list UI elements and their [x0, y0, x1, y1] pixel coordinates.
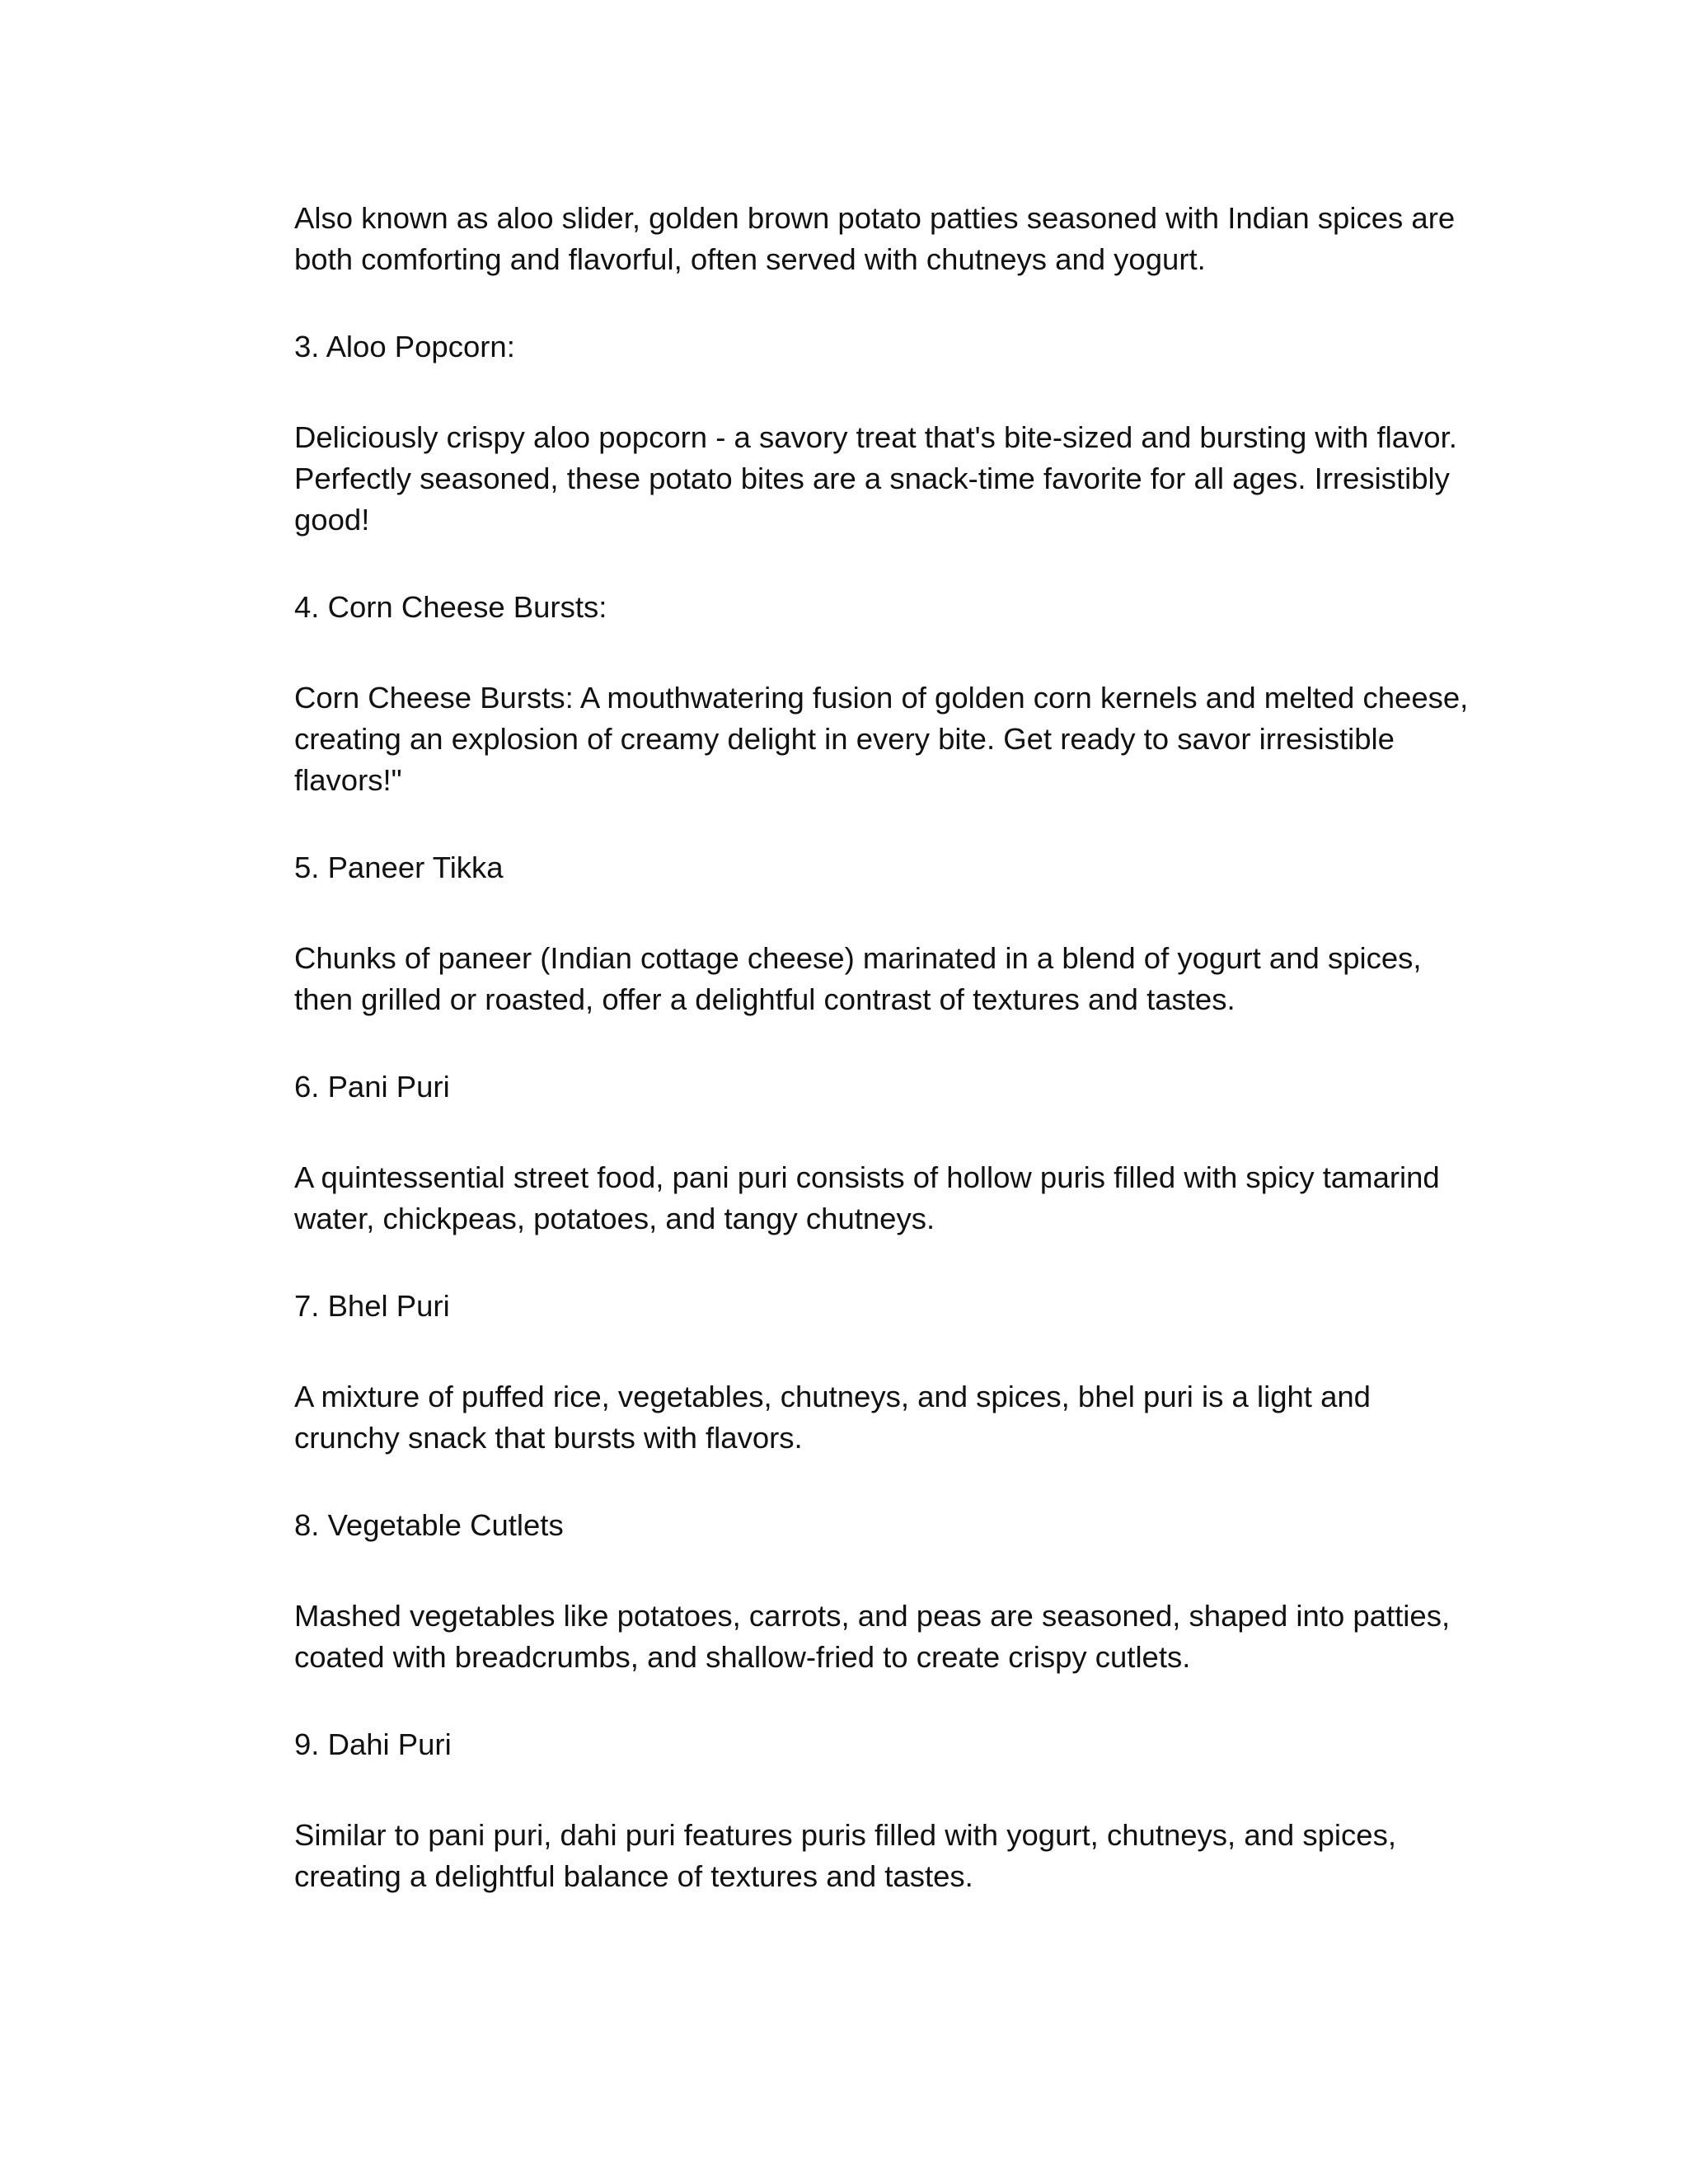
entry-title: 9. Dahi Puri — [294, 1727, 452, 1761]
entry-title: 4. Corn Cheese Bursts: — [294, 590, 607, 624]
entry-title: 8. Vegetable Cutlets — [294, 1508, 564, 1542]
entry-description: A quintessential street food, pani puri consists of hollow puris filled with spicy tamarind water, chickpeas, potatoes, and tangy chutneys. — [294, 1160, 1440, 1235]
entry-description: Deliciously crispy aloo popcorn - a savory treat that's bite-sized and bursting with flavor. Perfectly seasoned, these potato bites are a snack-time favorite for all ages. Irresistibly good! — [294, 420, 1457, 537]
entry-description: Corn Cheese Bursts: A mouthwatering fusion of golden corn kernels and melted cheese, creating an explosion of creamy delight in every bite. Get ready to savor irresistible flavors!" — [294, 681, 1469, 797]
entry-title: 5. Paneer Tikka — [294, 851, 504, 884]
entry-description: Mashed vegetables like potatoes, carrots, and peas are seasoned, shaped into patties, coated with breadcrumbs, and shallow-fried to create crispy cutlets. — [294, 1599, 1451, 1674]
entry-title: 7. Bhel Puri — [294, 1289, 450, 1323]
document-page — [294, 198, 1481, 1897]
entry-description: Chunks of paneer (Indian cottage cheese) marinated in a blend of yogurt and spices, then grilled or roasted, offer a delightful contrast of textures and tastes. — [294, 941, 1422, 1016]
entry-description: Similar to pani puri, dahi puri features puris filled with yogurt, chutneys, and spices, creating a delightful balance of textures and tastes. — [294, 1818, 1396, 1893]
entry-title: 6. Pani Puri — [294, 1070, 450, 1104]
intro-paragraph: Also known as aloo slider, golden brown potato patties seasoned with Indian spices are both comforting and flavorful, often served with chutneys and yogurt. — [294, 201, 1456, 276]
entry-title: 3. Aloo Popcorn: — [294, 330, 515, 363]
entry-description: A mixture of puffed rice, vegetables, chutneys, and spices, bhel puri is a light and crunchy snack that bursts with flavors. — [294, 1380, 1371, 1455]
